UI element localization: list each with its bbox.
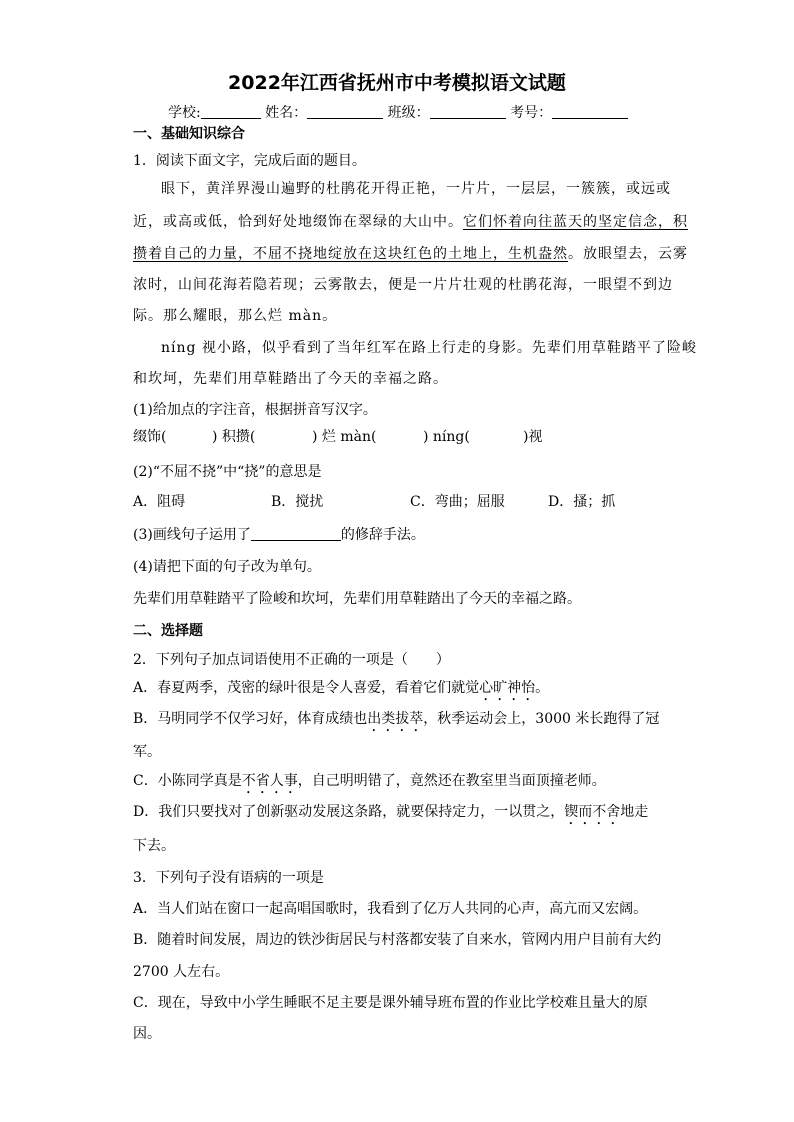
q1-sub4: (4)请把下面的句子改为单句。 [133,559,321,575]
sub2-option-a[interactable]: A．阻碍 [133,494,186,510]
passage-text: 近，或高或低，恰到好处地缀饰在翠绿的大山中。 [133,214,463,230]
q1-sub1: (1)给加点的字注音，根据拼音写汉字。 [133,402,377,418]
option-text: A．春夏两季，茂密的绿叶很是令人喜爱，看着它们就觉 [133,680,480,696]
q2-option-c[interactable] [133,771,606,797]
class-field[interactable] [430,104,506,119]
sub4-sentence: 先辈们用草鞋踏平了险峻和坎坷，先辈们用草鞋踏出了今天的幸福之路。 [133,591,581,607]
dotted-phrase: 不省人事 [241,773,298,789]
q2-option-a[interactable] [133,678,549,704]
passage-line: 际。那么耀眼，那么烂 màn。 [133,308,338,324]
q3-option-b[interactable]: B．随着时间发展，周边的铁沙街居民与村落都安装了自来水，管网内用户目前有大约 [133,932,662,948]
q3-option-a[interactable]: A．当人们站在窗口一起高唱国歌时，我看到了亿万人共同的心声，高亢而又宏阔。 [133,901,648,917]
option-text: ，自己明明错了，竟然还在教室里当面顶撞老师。 [297,773,606,789]
q1-sub2: (2)“不屈不挠”中“挠”的意思是 [133,464,322,480]
sub2-option-b[interactable]: B．搅扰 [271,494,324,510]
q3-option-c[interactable]: C．现在，导致中小学生睡眠不足主要是课外辅导班布置的作业比学校难且量大的原 [133,995,648,1011]
q3-stem: 3．下列句子没有语病的一项是 [133,870,324,886]
student-info-row [168,103,628,123]
q2-option-d[interactable] [133,802,648,828]
sub1-item: )视 [523,429,543,445]
passage-line: 浓时，山间花海若隐若现；云雾散去，便是一片片壮观的杜鹃花海，一眼望不到边 [133,277,673,293]
q3-option-c-cont: 因。 [133,1026,161,1042]
passage-line: 和坎坷，先辈们用草鞋踏出了今天的幸福之路。 [133,371,448,387]
exam-no-field[interactable] [552,104,628,119]
option-text: B．马明同学不仅学习好，体育成绩也 [133,711,368,727]
q2-option-b-cont: 军。 [133,744,161,760]
q2-option-d-cont: 下去。 [133,838,175,854]
sub3-answer-blank[interactable] [251,526,341,541]
q1-sub3 [133,525,425,545]
underlined-sentence: 它们怀着向往蓝天的坚定信念，积 [463,214,688,230]
dotted-phrase: 出类拔萃 [367,711,424,727]
option-text: 。 [535,680,550,696]
passage-line [133,244,688,264]
sub1-item: ) níng( [423,429,470,445]
option-text: ，秋季运动会上，3000 米长跑得了冠 [423,711,660,727]
passage-line [133,212,688,232]
underlined-sentence: 攒着自己的力量，不屈不挠地绽放在这块红色的土地上，生机盎然 [133,246,568,262]
sub2-option-d[interactable]: D．搔；抓 [548,494,616,510]
section2-heading: 二、选择题 [133,623,203,639]
option-text: D．我们只要找对了创新驱动发展这条路，就要保持定力，一以贯之， [133,804,565,820]
passage-line: níng 视小路，似乎看到了当年红军在路上行走的身影。先辈们用草鞋踏平了险峻 [161,340,697,356]
q2-stem: 2．下列句子加点词语使用不正确的一项是（ ） [133,652,450,668]
dotted-phrase: 锲而不舍 [564,804,621,820]
exam-title: 2022年江西省抚州市中考模拟语文试题 [228,72,566,94]
option-text: C．小陈同学真是 [133,773,242,789]
school-label: 学校: [168,105,201,121]
name-label: 姓名： [265,105,308,121]
school-field[interactable] [201,104,261,119]
section1-heading: 一、基础知识综合 [133,126,245,142]
dotted-phrase: 心旷神怡 [479,680,536,696]
class-label: 班级： [387,105,430,121]
passage-line: 眼下，黄洋界漫山遍野的杜鹃花开得正艳，一片片，一层层，一簇簇，或远或 [161,181,671,197]
q3-option-b-cont: 2700 人左右。 [133,964,230,980]
passage-text: 。放眼望去，云雾 [568,246,688,262]
exam-no-label: 考号： [510,105,553,121]
q1-stem: 1．阅读下面文字，完成后面的题目。 [133,153,366,169]
sub1-item: ) 积攒( [212,429,256,445]
sub1-item: 缀饰( [133,429,167,445]
sub2-option-c[interactable]: C．弯曲；屈服 [410,494,505,510]
sub3-text: 的修辞手法。 [340,527,425,543]
name-field[interactable] [307,104,383,119]
q2-option-b[interactable] [133,709,659,735]
sub1-item: ) 烂 màn( [312,429,377,445]
option-text: 地走 [620,804,649,820]
sub3-text: (3)画线句子运用了 [133,527,251,543]
